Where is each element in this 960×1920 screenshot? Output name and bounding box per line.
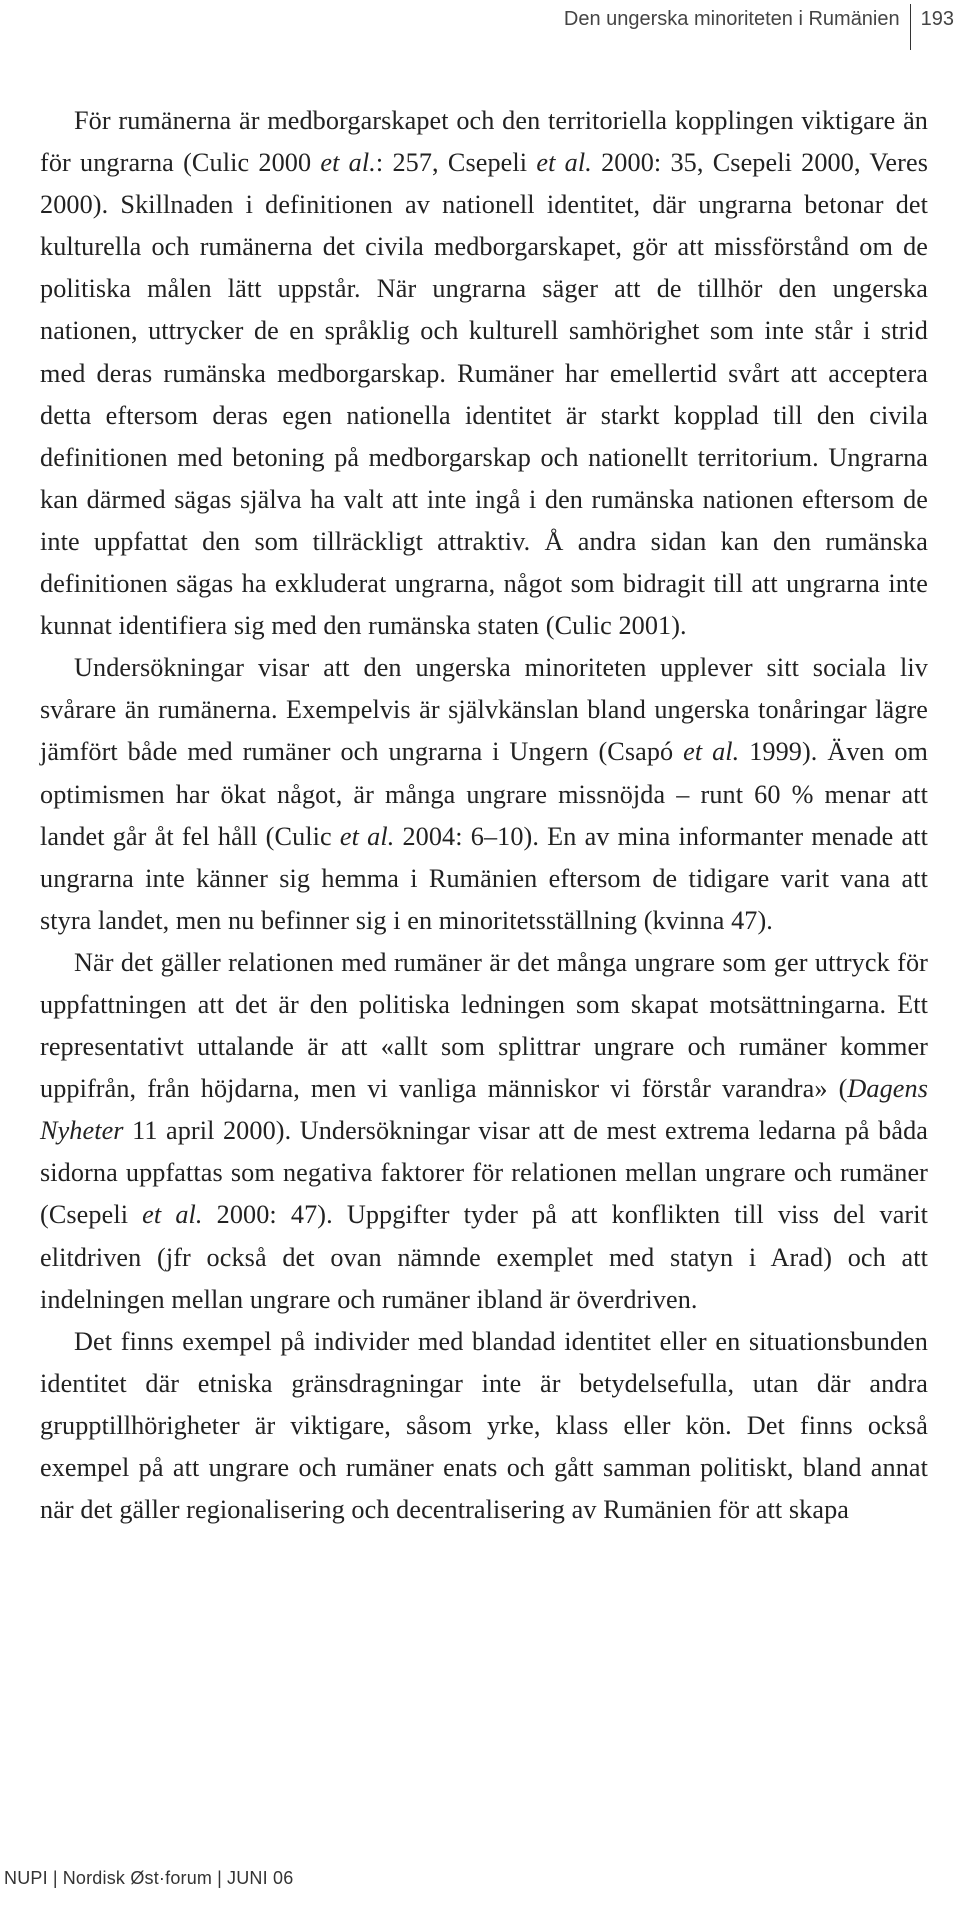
italic-text: et al. xyxy=(339,821,395,851)
paragraph xyxy=(40,942,928,1321)
paragraph xyxy=(40,647,928,942)
italic-text: et al. xyxy=(536,148,592,178)
body-text xyxy=(40,100,928,1531)
text-run: 1999). Även om optimismen har ökat något, är många ungrare missnöjda – runt 60 % menar att landet går åt fel håll (Culic xyxy=(40,737,928,851)
italic-text: Dagens Nyheter xyxy=(40,1074,928,1146)
paragraph xyxy=(40,1321,928,1531)
text-run: För rumänerna är medborgarskapet och den territoriella kopplingen viktigare än för ungrarna (Culic 2000 xyxy=(40,106,928,178)
italic-text: et al. xyxy=(142,1200,203,1230)
italic-text: et al. xyxy=(683,737,740,767)
paragraph xyxy=(40,100,928,647)
text-run: 2000: 47). Uppgifter tyder på att konflikten till viss del varit elitdriven (jfr också det ovan nämnde exemplet med statyn i Arad) och att indelningen mellan ungrare och rumäner ibland är överdriven. xyxy=(40,1200,928,1314)
footer-separator: | xyxy=(217,1868,223,1888)
footer-separator: | xyxy=(52,1868,58,1888)
text-run: : 257, Csepeli xyxy=(375,148,537,178)
running-title: Den ungerska minoriteten i Rumänien xyxy=(563,8,900,30)
footer-issue: JUNI 06 xyxy=(227,1868,294,1888)
running-header xyxy=(564,4,960,48)
page-footer xyxy=(4,1868,293,1889)
text-run: 2004: 6–10). En av mina informanter menade att ungrarna inte känner sig hemma i Rumänien eftersom de tidigare varit vana att styra landet, men nu befinner sig i en minoritetsställning (kvinna 47). xyxy=(40,821,929,935)
text-run: När det gäller relationen med rumäner är det många ungrare som ger uttryck för uppfattningen att det är den politiska ledningen som skapat motsättningarna. Ett representativt uttalande är att «allt som splittrar ungrare och rumäner kommer uppifrån, från höjdarna, men vi vanliga människor vi förstår varandra» ( xyxy=(40,947,928,1104)
page-number: 193 xyxy=(920,8,954,30)
italic-text: et al. xyxy=(320,148,376,178)
text-run: 2000: 35, Csepeli 2000, Veres 2000). Skillnaden i definitionen av nationell identitet, där ungrarna betonar det kulturella och rumänerna det civila medborgarskapet, gör att missförstånd om de politiska målen lätt uppstår. När ungrarna säger att de tillhör den ungerska nationen, uttrycker de en språklig och kulturell samhörighet som inte står i strid med deras rumänska medborgarskap. Rumäner har emellertid svårt att acceptera detta eftersom deras egen nationella identitet är starkt kopplad till den civila definitionen med betoning på medborgarskap och nationellt territorium. Ungrarna kan därmed sägas själva ha valt att inte ingå i den rumänska nationen eftersom de inte uppfattat den som tillräckligt attraktiv. Å andra sidan kan den rumänska definitionen sägas ha exkluderat ungrarna, något som bidragit till att ungrarna inte kunnat identifiera sig med den rumänska staten (Culic 2001). xyxy=(40,148,928,641)
footer-publisher: NUPI xyxy=(4,1868,48,1888)
text-run: Det finns exempel på individer med blandad identitet eller en situationsbunden identitet där etniska gränsdragningar inte är betydelsefulla, utan där andra grupptillhörigheter är viktigare, såsom yrke, klass eller kön. Det finns också exempel på att ungrare och rumäner enats och gått samman politiskt, bland annat när det gäller regionalisering och decentralisering av Rumänien för att skapa xyxy=(40,1326,928,1525)
footer-journal: Nordisk Øst·forum xyxy=(62,1868,213,1888)
text-run: 11 april 2000). Undersökningar visar att de mest extrema ledarna på båda sidorna uppfattas som negativa faktorer för relationen mellan ungrare och rumäner (Csepeli xyxy=(40,1116,928,1230)
text-run: Undersökningar visar att den ungerska minoriteten upplever sitt sociala liv svårare än rumänerna. Exempelvis är självkänslan bland ungerska tonåringar lägre jämfört både med rumäner och ungrarna i Ungern (Csapó xyxy=(40,653,928,767)
